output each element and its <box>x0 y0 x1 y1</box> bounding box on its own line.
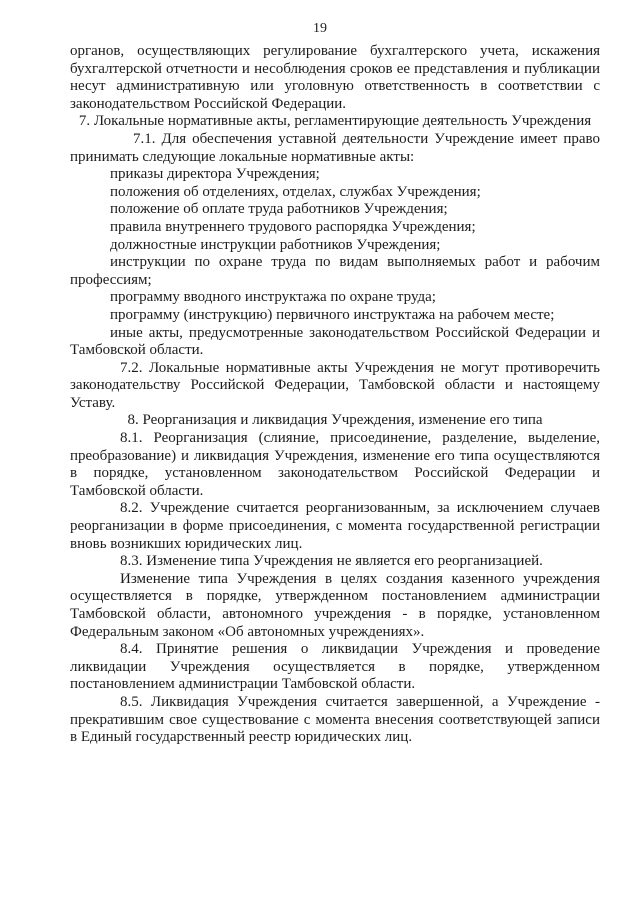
list-item: приказы директора Учреждения; <box>110 166 320 183</box>
paragraph-8-3-continued: Изменение типа Учреждения в целях создания казенного учреждения осуществляется в порядке, утвержденном постановлением администрации Тамбовской области, автономного учреждения - в порядке, установленном Федеральным законом «Об автономных учреждениях». <box>70 570 600 640</box>
paragraph-8-3: 8.3. Изменение типа Учреждения не является его реорганизацией. <box>120 553 543 570</box>
document-body <box>70 43 600 747</box>
list-item: инструкции по охране труда по видам выполняемых работ и рабочим профессиям; <box>70 254 600 288</box>
intro-paragraph: органов, осуществляющих регулирование бухгалтерского учета, искажения бухгалтерской отчетности и несоблюдения сроков ее представления и публикации несут административную или уголовную ответственность в соответствии с законодательством Российской Федерации. <box>70 43 600 112</box>
list-item: правила внутреннего трудового распорядка Учреждения; <box>110 218 476 235</box>
list-item: положения об отделениях, отделах, службах Учреждения; <box>110 183 481 200</box>
paragraph-8-5: 8.5. Ликвидация Учреждения считается завершенной, а Учреждение - прекратившим свое существование с момента внесения соответствующей записи в Единый государственный реестр юридических лиц. <box>70 693 600 746</box>
paragraph-7-2: 7.2. Локальные нормативные акты Учреждения не могут противоречить законодательству Российской Федерации, Тамбовской области и настоящему Уставу. <box>70 359 600 411</box>
list-item: программу (инструкцию) первичного инструктажа на рабочем месте; <box>110 306 555 323</box>
paragraph-8-2: 8.2. Учреждение считается реорганизованным, за исключением случаев реорганизации в форме присоединения, с момента государственной регистрации вновь возникших юридических лиц. <box>70 500 600 552</box>
paragraph-7-1: 7.1. Для обеспечения уставной деятельности Учреждение имеет право принимать следующие локальные нормативные акты: <box>70 130 600 165</box>
paragraph-8-4: 8.4. Принятие решения о ликвидации Учреждения и проведение ликвидации Учреждения осуществляется в порядке, утвержденном постановлением администрации Тамбовской области. <box>70 641 600 693</box>
list-item: иные акты, предусмотренные законодательством Российской Федерации и Тамбовской области. <box>70 324 600 359</box>
paragraph-8-1: 8.1. Реорганизация (слияние, присоединение, разделение, выделение, преобразование) и ликвидация Учреждения, изменение его типа осуществляются в порядке, установленном законодательством Российской Федерации и Тамбовской области. <box>70 430 600 499</box>
section-8-heading: 8. Реорганизация и ликвидация Учреждения, изменение его типа <box>127 412 543 429</box>
list-item: положение об оплате труда работников Учреждения; <box>110 201 448 218</box>
list-item: должностные инструкции работников Учреждения; <box>110 236 441 253</box>
list-item: программу вводного инструктажа по охране труда; <box>110 289 436 306</box>
page-number: 19 <box>313 21 327 36</box>
section-7-heading: 7. Локальные нормативные акты, регламентирующие деятельность Учреждения <box>78 113 592 130</box>
